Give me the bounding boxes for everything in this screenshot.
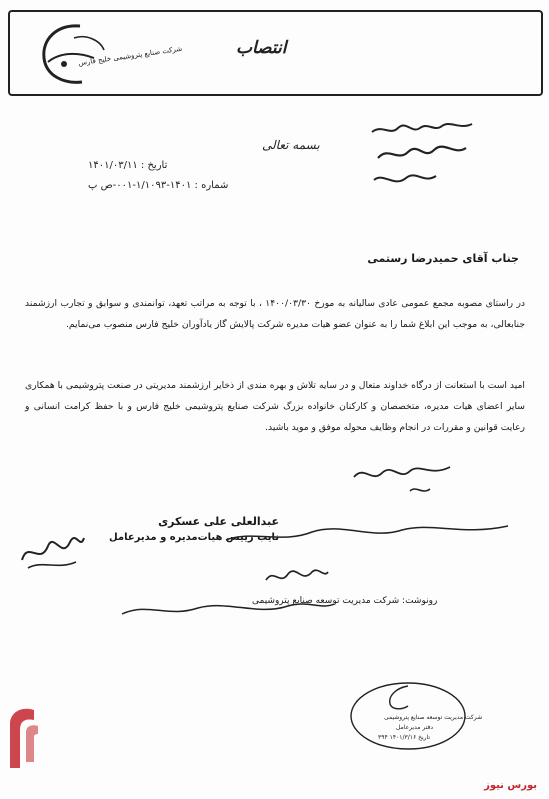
watermark-logo bbox=[4, 702, 52, 774]
number-line bbox=[88, 180, 228, 191]
signatory-role: نایب رییس هیات‌مدیره و مدیرعامل bbox=[108, 532, 279, 543]
signatory-name: عبدالعلی علی عسکری bbox=[158, 515, 279, 528]
date-label: تاریخ : bbox=[140, 160, 168, 171]
recipient: جناب آقای حمیدرضا رستمی bbox=[367, 252, 519, 265]
stamp-line-2: دفتر مدیرعامل bbox=[396, 724, 434, 731]
handwritten-note-2 bbox=[222, 510, 512, 550]
logo-text: شرکت صنایع پتروشیمی خلیج فارس bbox=[77, 44, 183, 68]
stamp-line-3: تاریخ ۱۴۰۱/۳/۱۶ ۳۹۴ bbox=[378, 734, 431, 741]
date-value: ۱۴۰۱/۰۳/۱۱ bbox=[88, 160, 138, 171]
paragraph-1: در راستای مصوبه مجمع عمومی عادی سالیانه به مورخ ۱۴۰۰/۰۳/۳۰ ، با توجه به مراتب تعهد، توانمندی و سوابق و تجارب ارزشمند جنابعالی، به موجب این ابلاغ شما را به عنوان عضو هیات مدیره شرکت پالایش گاز یادآوران خلیج فارس منصوب می‌نمایم. bbox=[25, 298, 525, 330]
signature bbox=[18, 520, 88, 574]
cc-line: رونوشت: شرکت مدیریت توسعه صنایع پتروشیمی bbox=[252, 596, 438, 606]
paragraph-2: امید است با استعانت از درگاه خداوند متعال و در سایه تلاش و بهره مندی از ذخایر ارزشمند مدیریتی در صنعت پتروشیمی با همکاری سایر اعضای هیات مدیره، متخصصان و کارکنان خانواده بزرگ شرکت صنایع پتروشیمی خلیج فارس و با حفظ کرامت انسانی و رعایت قوانین و مقررات در انجام وظایف محوله موفق و موید باشید. bbox=[25, 380, 525, 433]
stamp-line-1: شرکت مدیریت توسعه صنایع پتروشیمی bbox=[384, 714, 483, 721]
document-title: انتصاب bbox=[236, 38, 287, 58]
handwritten-note bbox=[368, 118, 478, 198]
handwritten-note-3 bbox=[118, 596, 338, 622]
number-value: ۱۴۰۱-۱/۱۰۹۳-۰۰۱-ص پ bbox=[88, 180, 192, 191]
footer-brand: بورس نیوز bbox=[484, 780, 537, 791]
handwritten-date bbox=[262, 562, 332, 592]
number-label: شماره : bbox=[194, 180, 229, 191]
basmala: بسمه تعالی bbox=[262, 138, 320, 152]
handwritten-initial bbox=[350, 455, 460, 505]
date-line bbox=[88, 160, 167, 171]
